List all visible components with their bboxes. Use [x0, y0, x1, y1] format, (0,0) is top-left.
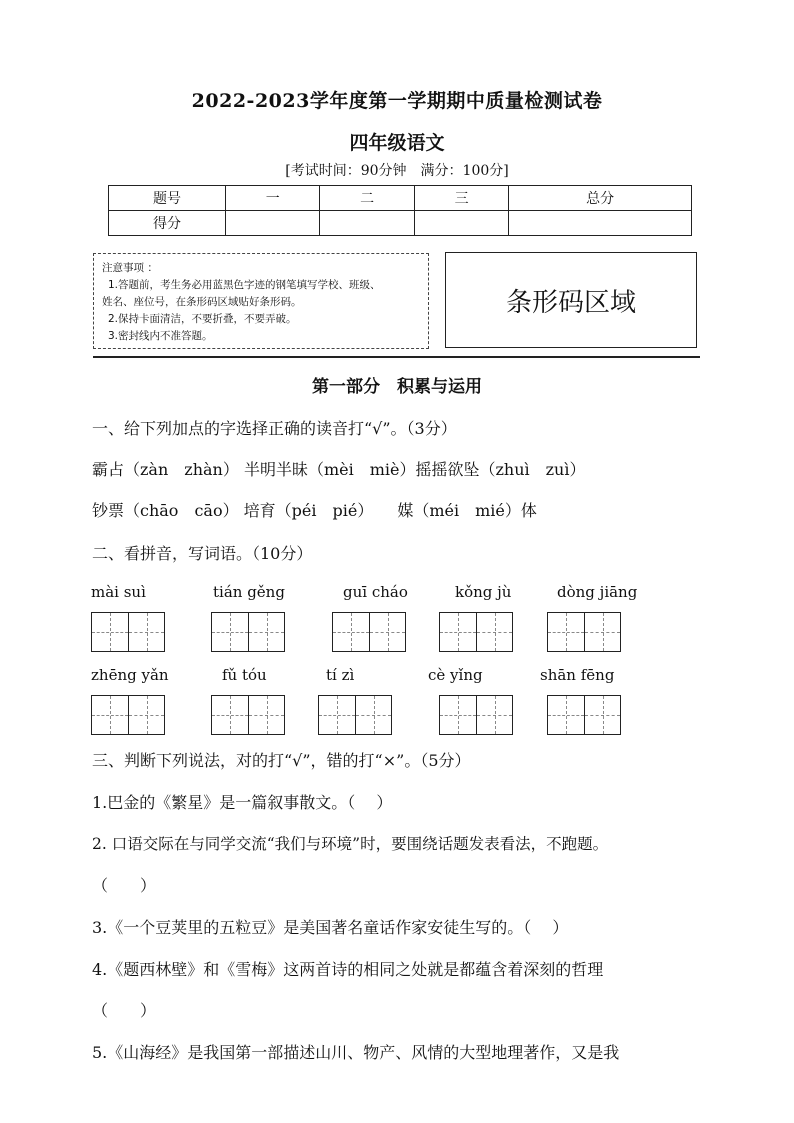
- judgement-item: 2. 口语交际在与同学交流“我们与环境”时，要围绕话题发表看法，不跑题。: [92, 835, 609, 853]
- answer-grid[interactable]: [211, 612, 285, 652]
- notice-line: 1.答题前，考生务必用蓝黑色字迹的钢笔填写学校、班级、: [108, 279, 381, 291]
- pinyin-label: kǒng jù: [455, 583, 512, 601]
- score-cell: 题号: [109, 186, 226, 211]
- answer-grid[interactable]: [439, 695, 513, 735]
- answer-grid[interactable]: [439, 612, 513, 652]
- notice-line: 3.密封线内不准答题。: [108, 330, 213, 342]
- pinyin-label: fǔ tóu: [222, 666, 267, 684]
- question-1-line: 钞票（chāo cāo） 培育（péi pié） 媒（méi mié）体: [92, 501, 537, 520]
- judgement-item: 5.《山海经》是我国第一部描述山川、物产、风情的大型地理著作，又是我: [92, 1043, 620, 1062]
- question-1-heading: 一、给下列加点的字选择正确的读音打“√”。（3分）: [92, 419, 457, 438]
- barcode-area: 条形码区域: [445, 252, 697, 348]
- answer-grid[interactable]: [547, 695, 621, 735]
- question-3-heading: 三、判断下列说法，对的打“√”，错的打“×”。（5分）: [92, 751, 471, 770]
- notice-line: 2.保持卡面清洁，不要折叠，不要弄破。: [108, 313, 297, 325]
- question-2-heading: 二、看拼音，写词语。（10分）: [92, 544, 313, 563]
- exam-title: 2022-2023学年度第一学期期中质量检测试卷: [191, 90, 603, 112]
- answer-grid[interactable]: [318, 695, 392, 735]
- question-1-line: 霸占（zàn zhàn） 半明半昧（mèi miè）摇摇欲坠（zhuì zuì）: [92, 460, 586, 479]
- judgement-item: 3.《一个豆荚里的五粒豆》是美国著名童话作家安徒生写的。（ ）: [92, 918, 569, 937]
- score-input-cell[interactable]: [226, 211, 320, 236]
- pinyin-label: tí zì: [326, 666, 355, 684]
- judgement-item: 1.巴金的《繁星》是一篇叙事散文。（ ）: [92, 793, 393, 812]
- pinyin-label: cè yǐng: [428, 666, 483, 684]
- pinyin-label: tián gěng: [213, 583, 285, 601]
- score-cell: 总分: [509, 186, 692, 211]
- pinyin-label: shān fēng: [540, 666, 615, 684]
- pinyin-label: zhēng yǎn: [91, 666, 169, 684]
- answer-grid[interactable]: [91, 695, 165, 735]
- answer-grid[interactable]: [91, 612, 165, 652]
- section-title: 第一部分 积累与运用: [312, 377, 482, 397]
- judgement-blank[interactable]: （ ）: [92, 1001, 157, 1020]
- answer-grid[interactable]: [332, 612, 406, 652]
- exam-info: [考试时间：90分钟 满分：100分]: [285, 163, 509, 179]
- score-cell: 一: [226, 186, 320, 211]
- judgement-blank[interactable]: （ ）: [92, 876, 157, 895]
- score-table-row: [109, 211, 692, 236]
- exam-subtitle: 四年级语文: [349, 132, 445, 154]
- notice-box: [93, 253, 429, 349]
- divider: [93, 356, 700, 358]
- score-input-cell[interactable]: [320, 211, 414, 236]
- pinyin-label: dòng jiāng: [557, 583, 638, 601]
- pinyin-label: mài suì: [91, 583, 146, 601]
- score-input-cell[interactable]: [509, 211, 692, 236]
- score-cell: 得分: [109, 211, 226, 236]
- judgement-item: 4.《题西林壁》和《雪梅》这两首诗的相同之处就是都蕴含着深刻的哲理: [92, 960, 604, 979]
- score-table: [108, 185, 692, 236]
- answer-grid[interactable]: [547, 612, 621, 652]
- notice-heading: 注意事项 ：: [102, 262, 158, 274]
- score-input-cell[interactable]: [414, 211, 508, 236]
- notice-line: 姓名、座位号，在条形码区域贴好条形码。: [102, 296, 302, 308]
- score-cell: 二: [320, 186, 414, 211]
- score-cell: 三: [414, 186, 508, 211]
- answer-grid[interactable]: [211, 695, 285, 735]
- pinyin-label: guī cháo: [343, 583, 408, 601]
- score-table-header-row: [109, 186, 692, 211]
